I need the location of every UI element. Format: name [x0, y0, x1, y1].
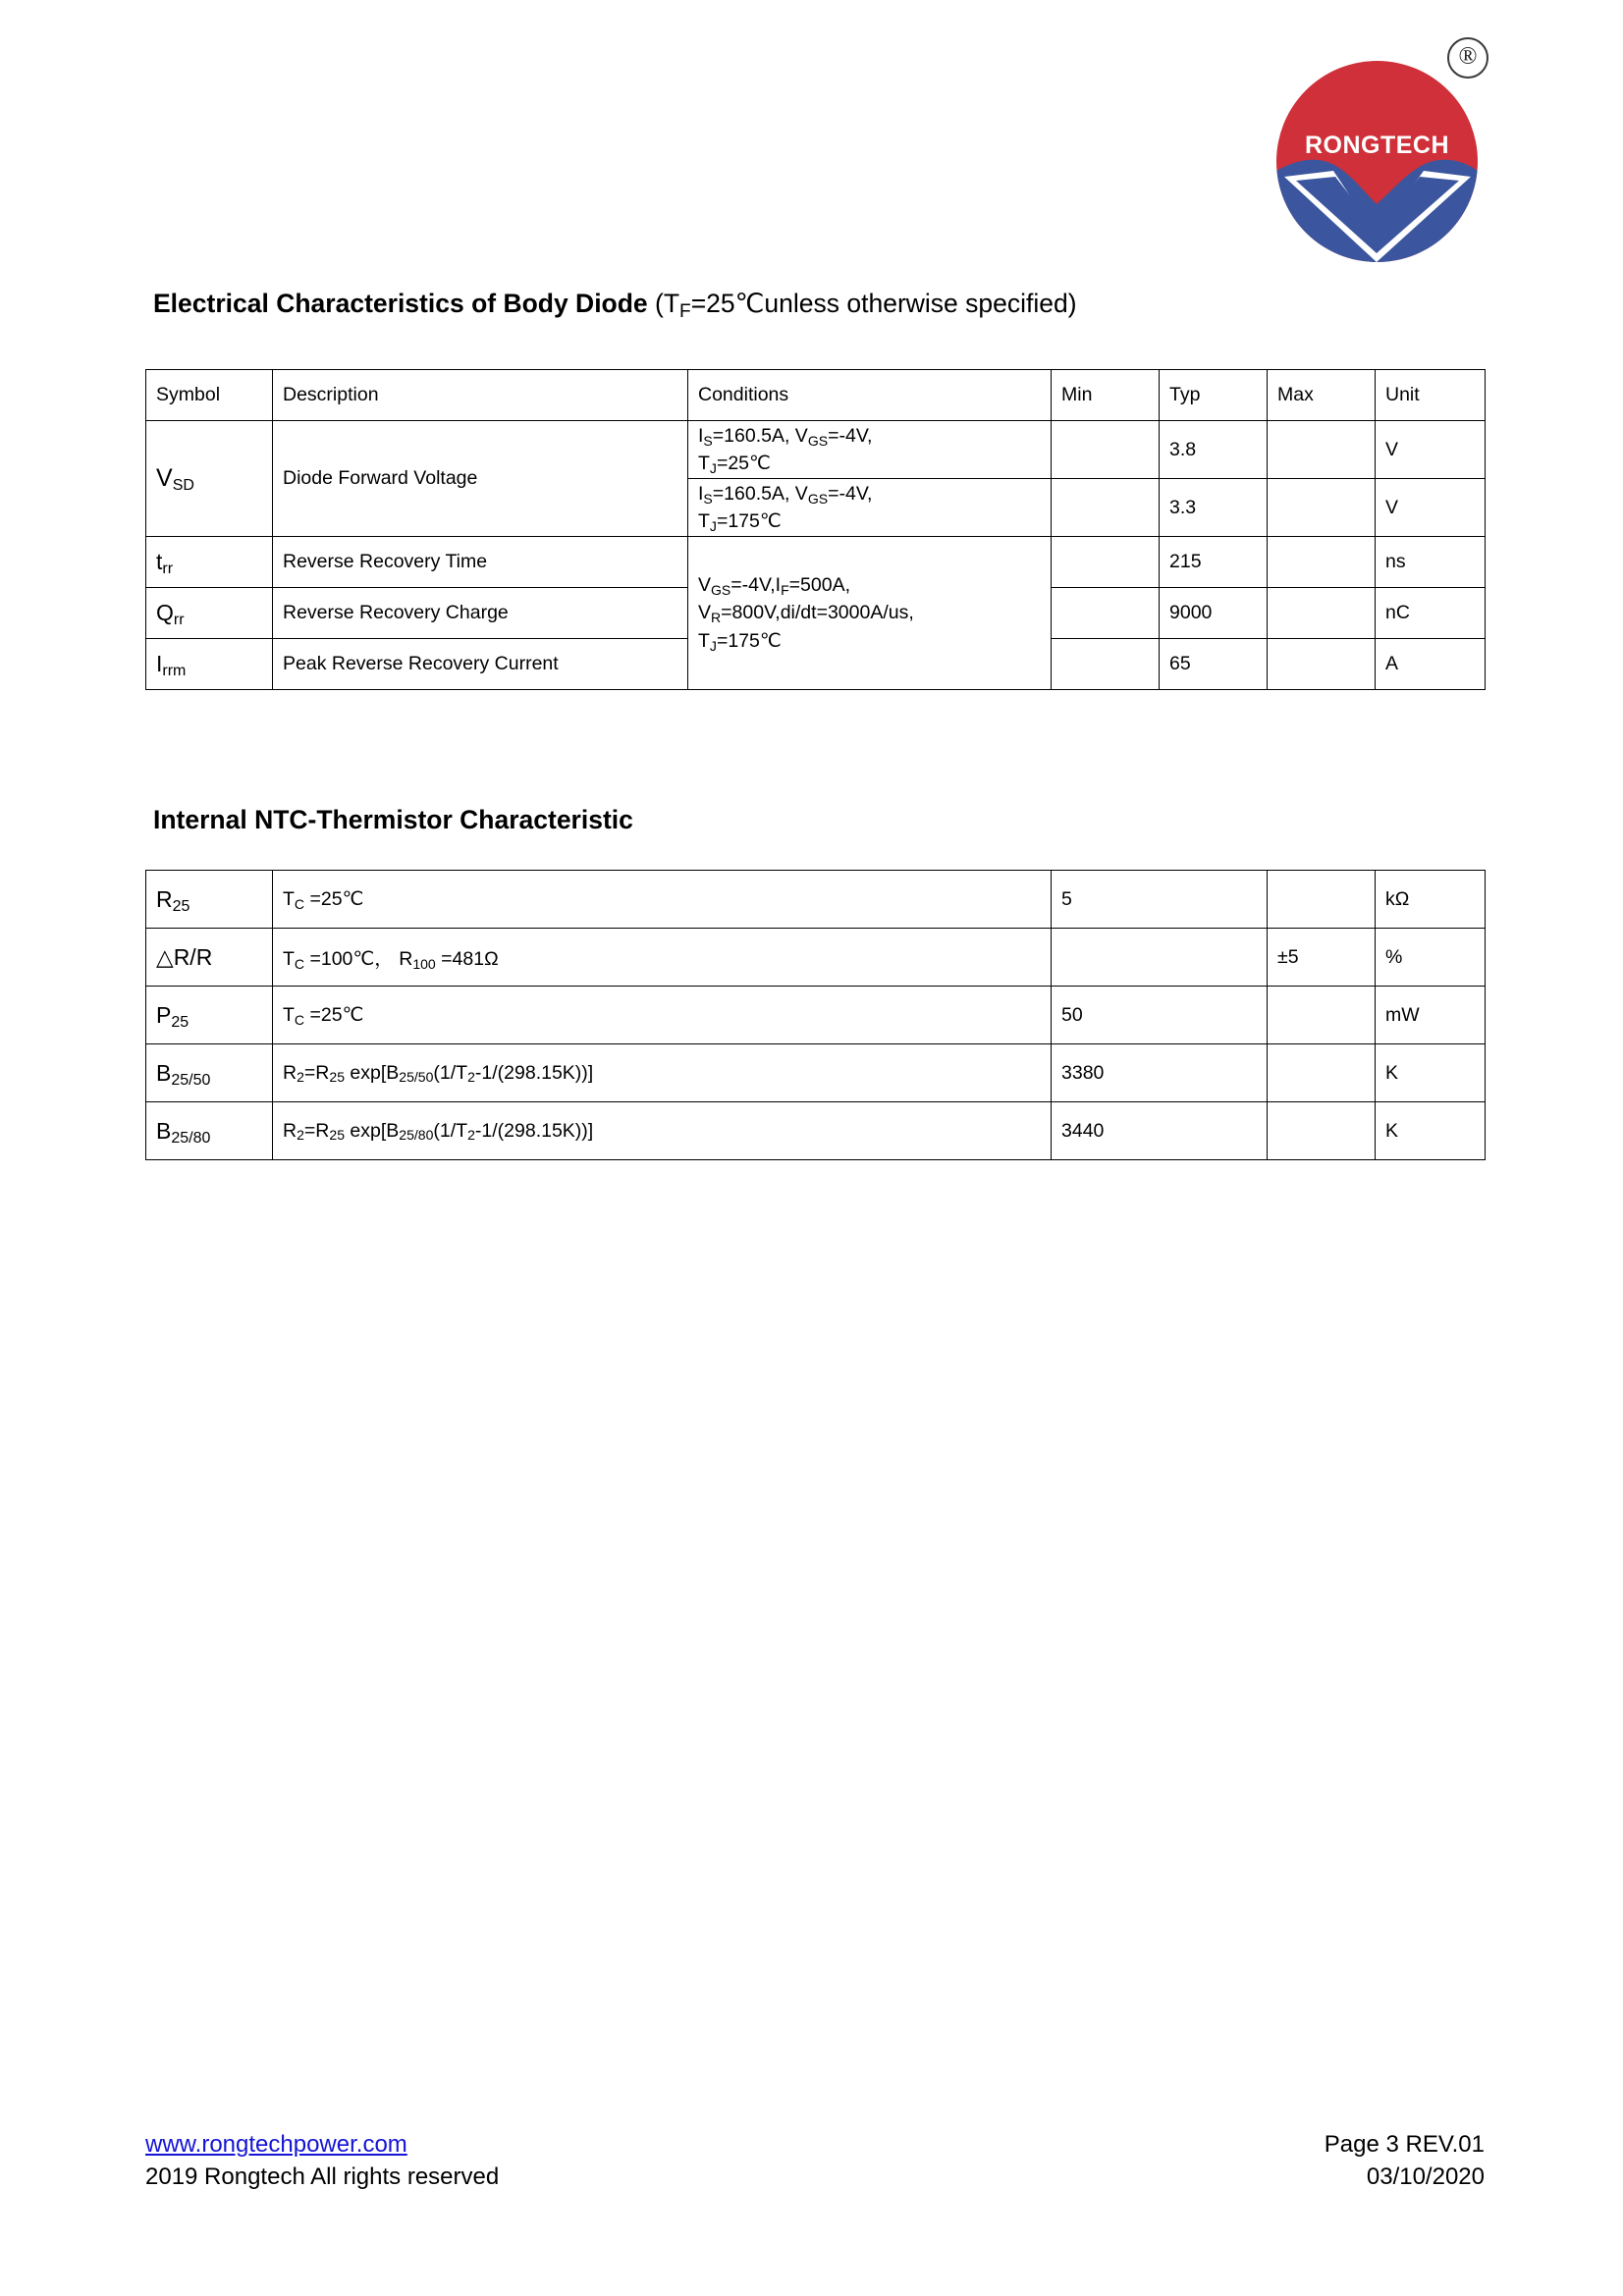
row-typ-trr: 215: [1160, 537, 1268, 588]
row-unit-vsd-25c: V: [1376, 421, 1486, 479]
row-description-vsd: Diode Forward Voltage: [273, 421, 688, 537]
ntc-value-b2550: 3380: [1052, 1044, 1268, 1102]
ntc-formula-b2550: $R_2=R_{25}$ $\exp[B_{25/50}(1/T_2-1/(298.15K))]$: [273, 1044, 1052, 1102]
col-header-conditions: Conditions: [688, 370, 1052, 421]
logo-text: RONGTECH: [1304, 132, 1450, 159]
ntc-symbol-delta-r-over-r: △R/R: [146, 929, 273, 987]
ntc-unit-p25: mW: [1376, 987, 1486, 1044]
row-max-irrm: [1268, 639, 1376, 690]
table-row: [146, 929, 1486, 987]
col-header-unit: Unit: [1376, 370, 1486, 421]
ntc-tolerance-b2550: [1268, 1044, 1376, 1102]
ntc-value-r25: 5: [1052, 871, 1268, 929]
company-logo: [1269, 37, 1514, 283]
condition-line-1: $V_{GS}=-4V,I_F=500A$,: [698, 574, 851, 599]
ntc-unit-delta-r-over-r: %: [1376, 929, 1486, 987]
row-min-qrr: [1052, 588, 1160, 639]
row-unit-vsd-175c: V: [1376, 479, 1486, 537]
page-footer: [145, 2128, 1485, 2193]
row-symbol-vsd: $V_{SD}$: [146, 421, 273, 537]
page-title-main: Electrical Characteristics of Body Diode: [153, 289, 648, 318]
row-max-vsd-175c: [1268, 479, 1376, 537]
table-row: [146, 1044, 1486, 1102]
col-header-max: Max: [1268, 370, 1376, 421]
row-typ-qrr: 9000: [1160, 588, 1268, 639]
row-unit-irrm: A: [1376, 639, 1486, 690]
ntc-value-b2580: 3440: [1052, 1102, 1268, 1160]
ntc-symbol-b2550: $B_{25/50}$: [146, 1044, 273, 1102]
ntc-formula-b2580: $R_2=R_{25}$ $\exp[B_{25/80}(1/T_2-1/(298.15K))]$: [273, 1102, 1052, 1160]
ntc-tolerance-delta-r-over-r: ±5: [1268, 929, 1376, 987]
page-title-sub-f: F: [679, 301, 691, 323]
ntc-value-p25: 50: [1052, 987, 1268, 1044]
condition-line-1: $I_S=160.5A$, $V_{GS}=-4V$,: [698, 424, 873, 449]
condition-line-3: $T_J=175℃$: [698, 629, 782, 654]
row-description-qrr: Reverse Recovery Charge: [273, 588, 688, 639]
ntc-condition-p25: $T_C$ =25℃: [273, 987, 1052, 1044]
page-title-sub-rest: =25℃unless otherwise specified): [690, 289, 1077, 318]
logo-circle: [1276, 61, 1478, 262]
copyright-text: 2019 Rongtech All rights reserved: [145, 2163, 500, 2191]
ntc-symbol-r25: $R_{25}$: [146, 871, 273, 929]
footer-row-bottom: [145, 2161, 1485, 2193]
row-min-vsd-175c: [1052, 479, 1160, 537]
col-header-description: Description: [273, 370, 688, 421]
table-row: [146, 421, 1486, 479]
ntc-unit-b2550: K: [1376, 1044, 1486, 1102]
ntc-unit-b2580: K: [1376, 1102, 1486, 1160]
ntc-condition-delta-r-over-r: $T_C$ =100℃， $R_{100} =481\Omega$: [273, 929, 1052, 987]
ntc-symbol-p25: $P_{25}$: [146, 987, 273, 1044]
row-typ-irrm: 65: [1160, 639, 1268, 690]
ntc-tolerance-r25: [1268, 871, 1376, 929]
table-row: [146, 871, 1486, 929]
row-symbol-trr: $t_{rr}$: [146, 537, 273, 588]
ntc-value-delta-r-over-r: [1052, 929, 1268, 987]
footer-row-top: [145, 2128, 1485, 2161]
condition-line-2: $T_J=25℃$: [698, 453, 771, 476]
condition-line-2: $V_R=800V,di/dt=3000A/us$,: [698, 602, 914, 626]
row-max-trr: [1268, 537, 1376, 588]
revision-date: 03/10/2020: [1366, 2163, 1485, 2191]
table-row: [146, 1102, 1486, 1160]
row-min-irrm: [1052, 639, 1160, 690]
body-diode-table: [145, 369, 1486, 690]
logo-wave-icon: [1276, 61, 1478, 262]
row-typ-vsd-25c: 3.8: [1160, 421, 1268, 479]
row-min-vsd-25c: [1052, 421, 1160, 479]
row-unit-qrr: nC: [1376, 588, 1486, 639]
row-description-trr: Reverse Recovery Time: [273, 537, 688, 588]
page-title-sub-open: (T: [647, 289, 680, 318]
page-number: Page 3 REV.01: [1324, 2131, 1485, 2158]
page-title-body-diode: [153, 289, 1077, 323]
row-symbol-qrr: $Q_{rr}$: [146, 588, 273, 639]
row-description-irrm: Peak Reverse Recovery Current: [273, 639, 688, 690]
table-row: [146, 537, 1486, 588]
website-link[interactable]: www.rongtechpower.com: [145, 2131, 407, 2158]
row-max-qrr: [1268, 588, 1376, 639]
row-min-trr: [1052, 537, 1160, 588]
ntc-symbol-b2580: $B_{25/80}$: [146, 1102, 273, 1160]
registered-trademark-icon: ®: [1447, 37, 1488, 79]
row-typ-vsd-175c: 3.3: [1160, 479, 1268, 537]
row-symbol-irrm: $I_{rrm}$: [146, 639, 273, 690]
col-header-symbol: Symbol: [146, 370, 273, 421]
table-header-row: [146, 370, 1486, 421]
row-conditions-vsd-175c: [688, 479, 1052, 537]
row-unit-trr: ns: [1376, 537, 1486, 588]
ntc-condition-r25: $T_C$ =25℃: [273, 871, 1052, 929]
ntc-tolerance-p25: [1268, 987, 1376, 1044]
ntc-thermistor-table: [145, 870, 1486, 1160]
page-title-ntc: Internal NTC-Thermistor Characteristic: [153, 805, 633, 834]
row-max-vsd-25c: [1268, 421, 1376, 479]
row-conditions-reverse-recovery: [688, 537, 1052, 690]
ntc-unit-r25: kΩ: [1376, 871, 1486, 929]
col-header-min: Min: [1052, 370, 1160, 421]
table-row: [146, 987, 1486, 1044]
ntc-tolerance-b2580: [1268, 1102, 1376, 1160]
condition-line-1: $I_S=160.5A$, $V_{GS}=-4V$,: [698, 482, 873, 507]
col-header-typ: Typ: [1160, 370, 1268, 421]
condition-line-2: $T_J=175℃$: [698, 510, 782, 534]
row-conditions-vsd-25c: [688, 421, 1052, 479]
